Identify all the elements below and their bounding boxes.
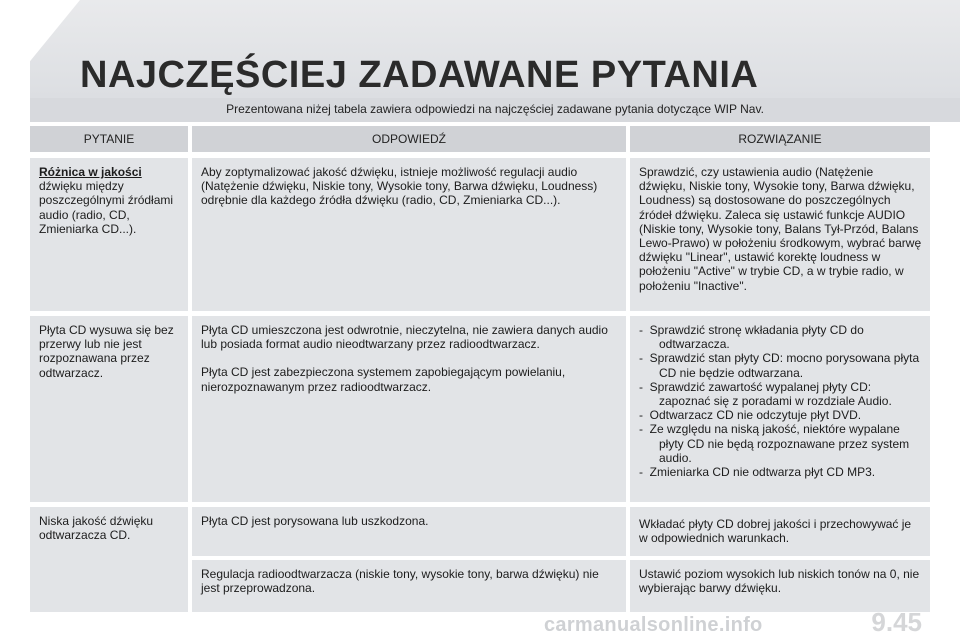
row3-solution-a-text: Wkładać płyty CD dobrej jakości i przechowywać je w odpowiednich warunkach.	[639, 517, 912, 546]
row1-question	[30, 158, 188, 311]
row1-answer-text: Aby zoptymalizować jakość dźwięku, istnieje możliwość regulacji audio (Natężenie dźwięku, Niskie tony, Wysokie tony, Barwa dźwięku, Loudness) odrębnie dla każdego źródła dźwięku (radio, CD, Zmieniarka CD...).	[201, 165, 598, 208]
page-title: NAJCZĘŚCIEJ ZADAWANE PYTANIA	[80, 54, 759, 96]
row3-question-text: Niska jakość dźwięku odtwarzacza CD.	[39, 514, 154, 543]
list-item: - Sprawdzić zawartość wypalanej płyty CD: zapoznać się z poradami w rozdziale Audio.	[639, 380, 922, 408]
page-subtitle: Prezentowana niżej tabela zawiera odpowiedzi na najczęściej zadawane pytania dotyczące WIP Nav.	[226, 102, 764, 116]
row1-answer	[192, 158, 626, 311]
row2-answer	[192, 316, 626, 502]
page-number: 9.45	[871, 607, 922, 637]
list-item: - Sprawdzić stronę wkładania płyty CD do odtwarzacza.	[639, 323, 922, 351]
row3-solution-b-text: Ustawić poziom wysokich lub niskich tonów na 0, nie wybierając barwy dźwięku.	[639, 567, 920, 596]
list-item: - Sprawdzić stan płyty CD: mocno porysowana płyta CD nie będzie odtwarzana.	[639, 351, 922, 379]
list-item: - Zmieniarka CD nie odtwarza płyt CD MP3.	[639, 465, 922, 479]
list-item: - Ze względu na niską jakość, niektóre wypalane płyty CD nie będą rozpoznawane przez system audio.	[639, 422, 922, 465]
title-band-cut	[0, 0, 80, 98]
header-solution: ROZWIĄZANIE	[630, 126, 930, 152]
row2-solution	[630, 316, 930, 502]
watermark: carmanualsonline.info	[544, 614, 763, 636]
header-question: PYTANIE	[30, 126, 188, 152]
row2-question	[30, 316, 188, 502]
row3-answer-a-text: Płyta CD jest porysowana lub uszkodzona.	[201, 514, 429, 528]
row3-answer-b-text: Regulacja radioodtwarzacza (niskie tony, wysokie tony, barwa dźwięku) nie jest przeprowadzona.	[201, 567, 599, 596]
row2-question-text: Płyta CD wysuwa się bez przerwy lub nie jest rozpoznawana przez odtwarzacz.	[39, 323, 174, 380]
row1-solution-text: Sprawdzić, czy ustawienia audio (Natężenie dźwięku, Niskie tony, Wysokie tony, Barwa dźwięku, Loudness) są dostosowane do poszczególnych źródeł dźwięku. Zaleca się ustawić funkcje AUDIO (Niskie tony, Wysokie tony, Balans Tył-Przód, Balans Lewo-Prawo) w położeniu środkowym, wybrać barwę dźwięku "Linear", ustawić korektę loudness w położeniu "Active" w trybie CD, a w trybie radio, w położeniu "Inactive".	[639, 165, 922, 293]
row3-solution-a	[630, 507, 930, 556]
row1-question-bold: Różnica w jakości	[39, 165, 142, 179]
header-answer: ODPOWIEDŹ	[192, 126, 626, 152]
row3-answer-b	[192, 560, 626, 612]
row3-answer-a	[192, 507, 626, 556]
row2-answer-p2: Płyta CD jest zabezpieczona systemem zapobiegającym powielaniu, nierozpoznawanym przez radioodtwarzacz.	[201, 365, 566, 394]
row3-question	[30, 507, 188, 612]
row1-solution	[630, 158, 930, 311]
row3-solution-b	[630, 560, 930, 612]
row2-solution-list	[639, 323, 922, 479]
row2-answer-p1: Płyta CD umieszczona jest odwrotnie, nieczytelna, nie zawiera danych audio lub posiada format audio nieodtwarzany przez radioodtwarzacz.	[201, 323, 608, 352]
row1-question-text: dźwięku między poszczególnymi źródłami audio (radio, CD, Zmieniarka CD...).	[39, 179, 174, 236]
list-item: - Odtwarzacz CD nie odczytuje płyt DVD.	[639, 408, 922, 422]
